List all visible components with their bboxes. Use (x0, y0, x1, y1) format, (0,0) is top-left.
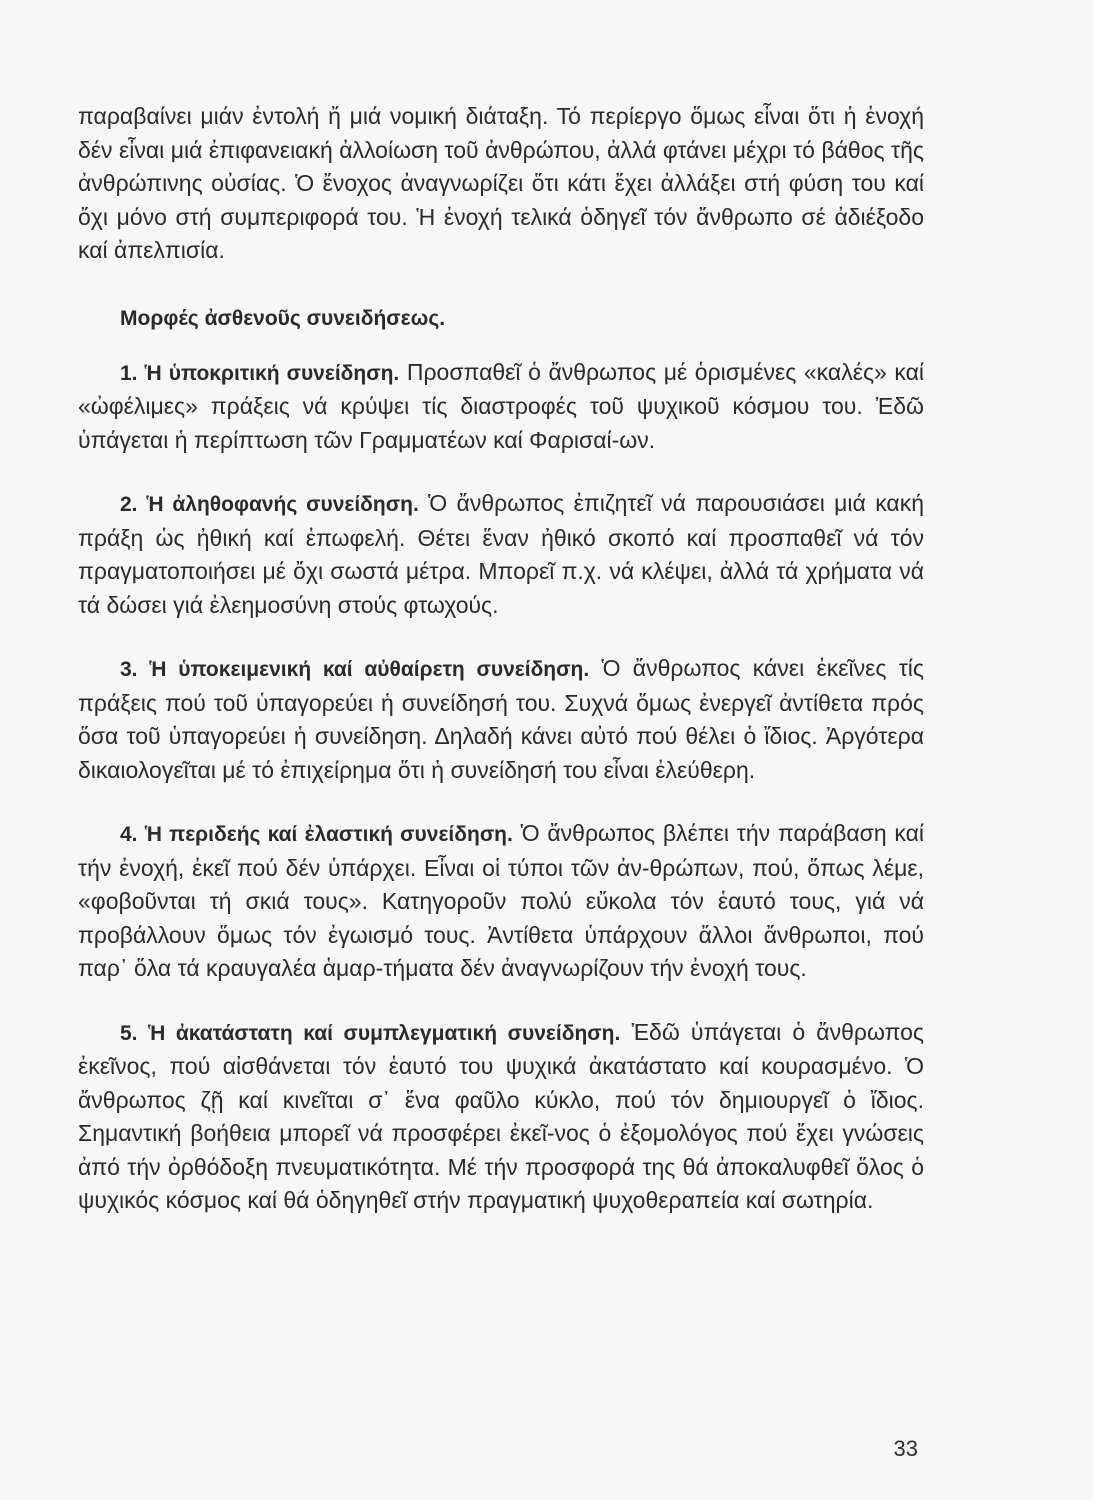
item-text: Ὁ ἄνθρωπος ἐπιζητεῖ νά παρουσιάσει μιά κακή πράξη ὡς ἠθική καί ἐπωφελή. Θέτει ἕναν ἠθικό σκοπό καί προσπαθεῖ νά τόν πραγματοποιήσει μέ ὄχι σωστά μέτρα. Μπορεῖ π.χ. νά κλέψει, ἀλλά τά χρήματα νά τά δώσει γιά ἐλεημοσύνη στούς φτωχούς. (78, 490, 924, 618)
item-text: Ὁ ἄνθρωπος κάνει ἐκεῖνες τίς πράξεις πού τοῦ ὑπαγορεύει ἡ συνείδησή του. Συχνά ὅμως ἐνεργεῖ ἀντίθετα πρός ὅσα τοῦ ὑπαγορεύει ἡ συνείδηση. Δηλαδή κάνει αὐτό πού θέλει ὁ ἴδιος. Ἀργότερα δικαιολογεῖται μέ τό ἐπιχείρημα ὅτι ἡ συνείδησή του εἶναι ἐλεύθερη. (78, 655, 924, 783)
item-text: Ἐδῶ ὑπάγεται ὁ ἄνθρωπος ἐκεῖνος, πού αἰσθάνεται τόν ἑαυτό του ψυχικά ἀκατάστατο καί κουρασμένο. Ὁ ἄνθρωπος ζῇ καί κινεῖται σ᾿ ἕνα φαῦλο κύκλο, πού τόν δημιουργεῖ ὁ ἴδιος. Σημαντική βοήθεια μπορεῖ νά προσφέρει ἐκεῖ-νος ὁ ἐξομολόγος πού ἔχει γνώσεις ἀπό τήν ὀρθόδοξη πνευματικότητα. Μέ τήν προσφορά της θά ἀποκαλυφθεῖ ὅλος ὁ ψυχικός κόσμος καί θά ὁδηγηθεῖ στήν πραγματική ψυχοθεραπεία καί σωτηρία. (78, 1018, 925, 1213)
item-title: Ἡ περιδεής καί ἐλαστική συνείδηση. (144, 823, 513, 846)
item-text: Προσπαθεῖ ὁ ἄνθρωπος μέ ὁρισμένες «καλές» καί «ὠφέλιμες» πράξεις νά κρύψει τίς διαστροφές τοῦ ψυχικοῦ κόσμου του. Ἐδῶ ὑπάγεται ἡ περίπτωση τῶν Γραμματέων καί Φαρισαί-ων. (78, 358, 925, 453)
item-title: Ἡ ὑποκειμενική καί αὐθαίρετη συνείδηση. (149, 658, 590, 681)
page-number: 33 (893, 1436, 918, 1461)
page-body (78, 100, 924, 1248)
item-heading (120, 362, 399, 385)
item-heading (120, 1022, 620, 1045)
item-number: 1. (120, 361, 138, 385)
list-item (78, 1016, 924, 1218)
item-number: 4. (120, 823, 138, 846)
list-item (78, 652, 924, 787)
item-heading (120, 493, 419, 516)
list-item (78, 487, 924, 622)
list-item (78, 817, 924, 986)
item-number: 3. (120, 658, 138, 681)
section-heading: Μορφές ἀσθενοῦς συνειδήσεως. (120, 306, 446, 330)
item-heading (120, 823, 513, 846)
list-item (78, 356, 924, 458)
item-title: Ἡ ἀληθοφανής συνείδηση. (146, 493, 419, 516)
item-heading (120, 658, 589, 681)
item-number: 2. (120, 493, 138, 516)
item-title: Ἡ ἀκατάστατη καί συμπλεγματική συνείδηση. (148, 1021, 621, 1045)
item-number: 5. (120, 1021, 138, 1045)
item-text: Ὁ ἄνθρωπος βλέπει τήν παράβαση καί τήν ἐνοχή, ἐκεῖ πού δέν ὑπάρχει. Εἶναι οἱ τύποι τῶν ἀν-θρώπων, πού, ὅπως λέμε, «φοβοῦνται τή σκιά τους». Κατηγοροῦν πολύ εὔκολα τόν ἑαυτό τους, γιά νά προβάλλουν ὅμως τόν ἐγωισμό τους. Ἀντίθετα ὑπάρχουν ἄλλοι ἄνθρωποι, πού παρ᾿ ὅλα τά κραυγαλέα ἁμαρ-τήματα δέν ἀναγνωρίζουν τήν ἐνοχή τους. (78, 820, 925, 981)
item-title: Ἡ ὑποκριτική συνείδηση. (144, 361, 400, 385)
intro-paragraph: παραβαίνει μιάν ἐντολή ἤ μιά νομική διάταξη. Τό περίεργο ὅμως εἶναι ὅτι ἡ ἐνοχή δέν εἶναι μιά ἐπιφανειακή ἀλλοίωση τοῦ ἀνθρώπου, ἀλλά φτάνει μέχρι τό βάθος τῆς ἀνθρώπινης οὐσίας. Ὁ ἔνοχος ἀναγνωρίζει ὅτι κάτι ἔχει ἀλλάξει στή φύση του καί ὄχι μόνο στή συμπεριφορά του. Ἡ ἐνοχή τελικά ὁδηγεῖ τόν ἄνθρωπο σέ ἀδιέξοδο καί ἀπελπισία. (78, 103, 924, 263)
